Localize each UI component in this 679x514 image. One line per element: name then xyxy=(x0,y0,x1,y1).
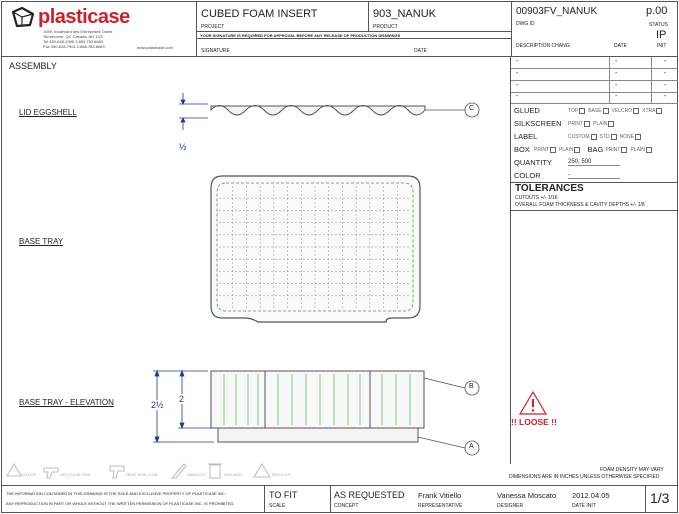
icon-label: NOTICE xyxy=(21,472,37,477)
icon-label: DISCARD xyxy=(224,472,243,477)
option-text: PRINT xyxy=(534,146,549,153)
date-label: DATE xyxy=(414,48,427,54)
color-label: COLOR xyxy=(514,171,541,180)
representative-value: Frank Vitiello xyxy=(418,491,462,500)
dwg-id-label: DWG ID xyxy=(516,21,535,27)
revision-date: - xyxy=(615,82,618,89)
base-tray-outline xyxy=(211,176,420,322)
concept-label: CONCEPT xyxy=(334,503,359,509)
base-tray-label: BASE TRAY xyxy=(19,237,64,246)
tolerance-line: OVERALL FOAM THICKNESS & CAVITY DEPTHS +/- 1/8 xyxy=(515,202,645,208)
status-value: IP xyxy=(656,29,667,41)
option-text: PRINT xyxy=(605,146,621,153)
init-label: INIT xyxy=(657,43,667,49)
dimensions-note: DIMENSIONS ARE IN INCHES UNLESS OTHERWISE SPECIFIED xyxy=(509,474,660,480)
legal-line: THE INFORMATION CONTAINED IN THIS DRAWING IS THE SOLE AND EXCLUSIVE PROPERTY OF PLASTICASE INC. xyxy=(6,491,226,496)
callout-a: A xyxy=(469,443,474,450)
base-tray-elevation xyxy=(211,371,424,442)
tolerances-title: TOLERANCES xyxy=(515,183,584,194)
silkscreen-label: SILKSCREEN xyxy=(514,119,562,128)
lid-dimension xyxy=(179,93,208,130)
quantity-field[interactable]: 250, 500 xyxy=(568,159,620,166)
icon-label: RECYCLE xyxy=(272,472,291,477)
option-text: VELCRO xyxy=(611,107,633,114)
tolerance-line: CUTOUTS +/- 1/16 xyxy=(515,195,558,201)
option-text: CUSTOM xyxy=(568,133,590,140)
legal-line: ANY REPRODUCTION IN PART OR WHOLE WITHOUT THE WRITTEN PERMISSION OF PLASTICASE INC. IS PROHIBITED. xyxy=(6,501,235,506)
hot-glue-gun-icon xyxy=(44,468,58,478)
box-label: BOX xyxy=(514,145,530,154)
footer-top-rule xyxy=(1,485,678,486)
tray-height-dim: 2 xyxy=(179,394,185,404)
concept-value: AS REQUESTED xyxy=(334,490,405,500)
designer-label: DESIGNER xyxy=(497,503,524,509)
footer-divider xyxy=(645,485,646,513)
scale-label: SCALE xyxy=(269,503,286,509)
scale-value: TO FIT xyxy=(269,490,298,500)
warning-icon xyxy=(520,392,546,414)
revision-init: - xyxy=(664,93,667,100)
density-note: FOAM DENSITY MAY VARY xyxy=(600,467,664,473)
project-label: PROJECT xyxy=(201,24,225,30)
label-label: LABEL xyxy=(514,132,538,141)
product-label: PRODUCT xyxy=(373,24,398,30)
base-tray-elevation-label: BASE TRAY - ELEVATION xyxy=(19,398,114,407)
footer-divider xyxy=(264,485,265,513)
revision-value: p.00 xyxy=(646,5,668,17)
icon-label: HOT GLUE GUN xyxy=(60,472,91,477)
handcut-icon xyxy=(172,464,186,478)
option-text: PLAIN xyxy=(559,146,574,153)
option-text: XTRA xyxy=(642,107,656,114)
lid-eggshell-profile xyxy=(211,106,425,116)
address-line: Tel 450-628-1096 1.800.783.6683 xyxy=(43,39,104,44)
revision-desc: - xyxy=(516,93,519,100)
glued-label: GLUED xyxy=(514,106,540,115)
bag-label: BAG xyxy=(587,145,604,154)
option-text: TOP xyxy=(568,107,579,114)
date-value: 2012.04.05 xyxy=(572,491,610,500)
lid-thickness-dim: ½ xyxy=(179,142,187,152)
dwg-id-value: 00903FV_NANUK xyxy=(516,6,598,17)
revision-init: - xyxy=(664,82,667,89)
lid-eggshell-label: LID EGGSHELL xyxy=(19,108,77,117)
option-text: PRINT xyxy=(568,120,583,127)
revision-date: - xyxy=(615,58,618,65)
project-value: CUBED FOAM INSERT xyxy=(201,8,318,20)
revision-desc: - xyxy=(516,82,519,89)
footer-divider xyxy=(330,485,331,513)
address-line: 1059, boulevard des Entreprises Ouest xyxy=(43,29,113,34)
page-number: 1/3 xyxy=(650,490,670,506)
product-value: 903_NANUK xyxy=(373,8,436,20)
revision-desc: - xyxy=(516,58,519,65)
quantity-label: QUANTITY xyxy=(514,158,552,167)
assembly-label: ASSEMBLY xyxy=(9,61,57,71)
status-label: STATUS xyxy=(649,22,668,28)
option-text: PLAIN xyxy=(593,120,608,127)
option-text: PLAIN xyxy=(630,146,645,153)
desc-change-label: DESCRIPTION CHANG. xyxy=(516,43,572,49)
callout-b: B xyxy=(469,383,474,390)
address-line: Terrebonne, QC Canada J6Y 1V2 xyxy=(43,34,103,39)
signature-label: SIGNATURE xyxy=(201,48,230,54)
loose-label: !! LOOSE !! xyxy=(511,417,557,427)
revision-init: - xyxy=(664,70,667,77)
revision-desc: - xyxy=(516,70,519,77)
recycle-icon xyxy=(254,464,270,477)
notice-icon xyxy=(7,464,21,476)
color-field[interactable]: - xyxy=(568,172,620,179)
address-line: Fax 450-628-7901 1.888.783.6683 xyxy=(43,44,105,49)
overall-height-dim: 2½ xyxy=(151,400,164,410)
option-text: BASE xyxy=(588,107,602,114)
rev-date-label: DATE xyxy=(614,43,627,49)
revision-init: - xyxy=(664,58,667,65)
option-text: NONE xyxy=(619,133,635,140)
revision-date: - xyxy=(615,70,618,77)
logo-text: plasticase xyxy=(38,6,130,28)
representative-label: REPRESENTATIVE xyxy=(418,503,463,509)
option-text: STD xyxy=(599,133,610,140)
revision-date: - xyxy=(615,93,618,100)
callout-c: C xyxy=(469,105,475,112)
heat-seal-gun-icon xyxy=(110,466,124,478)
icon-label: HEAT SEAL GUN xyxy=(126,472,158,477)
icon-label: HANDCUT xyxy=(187,472,207,477)
company-website: www.plasticase.com xyxy=(137,45,174,50)
designer-value: Vanessa Moscato xyxy=(497,491,557,500)
date-init-label: DATE INIT xyxy=(572,503,596,509)
discard-icon xyxy=(208,464,222,478)
approval-note: YOUR SIGNATURE IS REQUIRED FOR APPROVAL BEFORE ANY RELEASE OF PRODUCTION DRAWINGS xyxy=(200,33,401,38)
